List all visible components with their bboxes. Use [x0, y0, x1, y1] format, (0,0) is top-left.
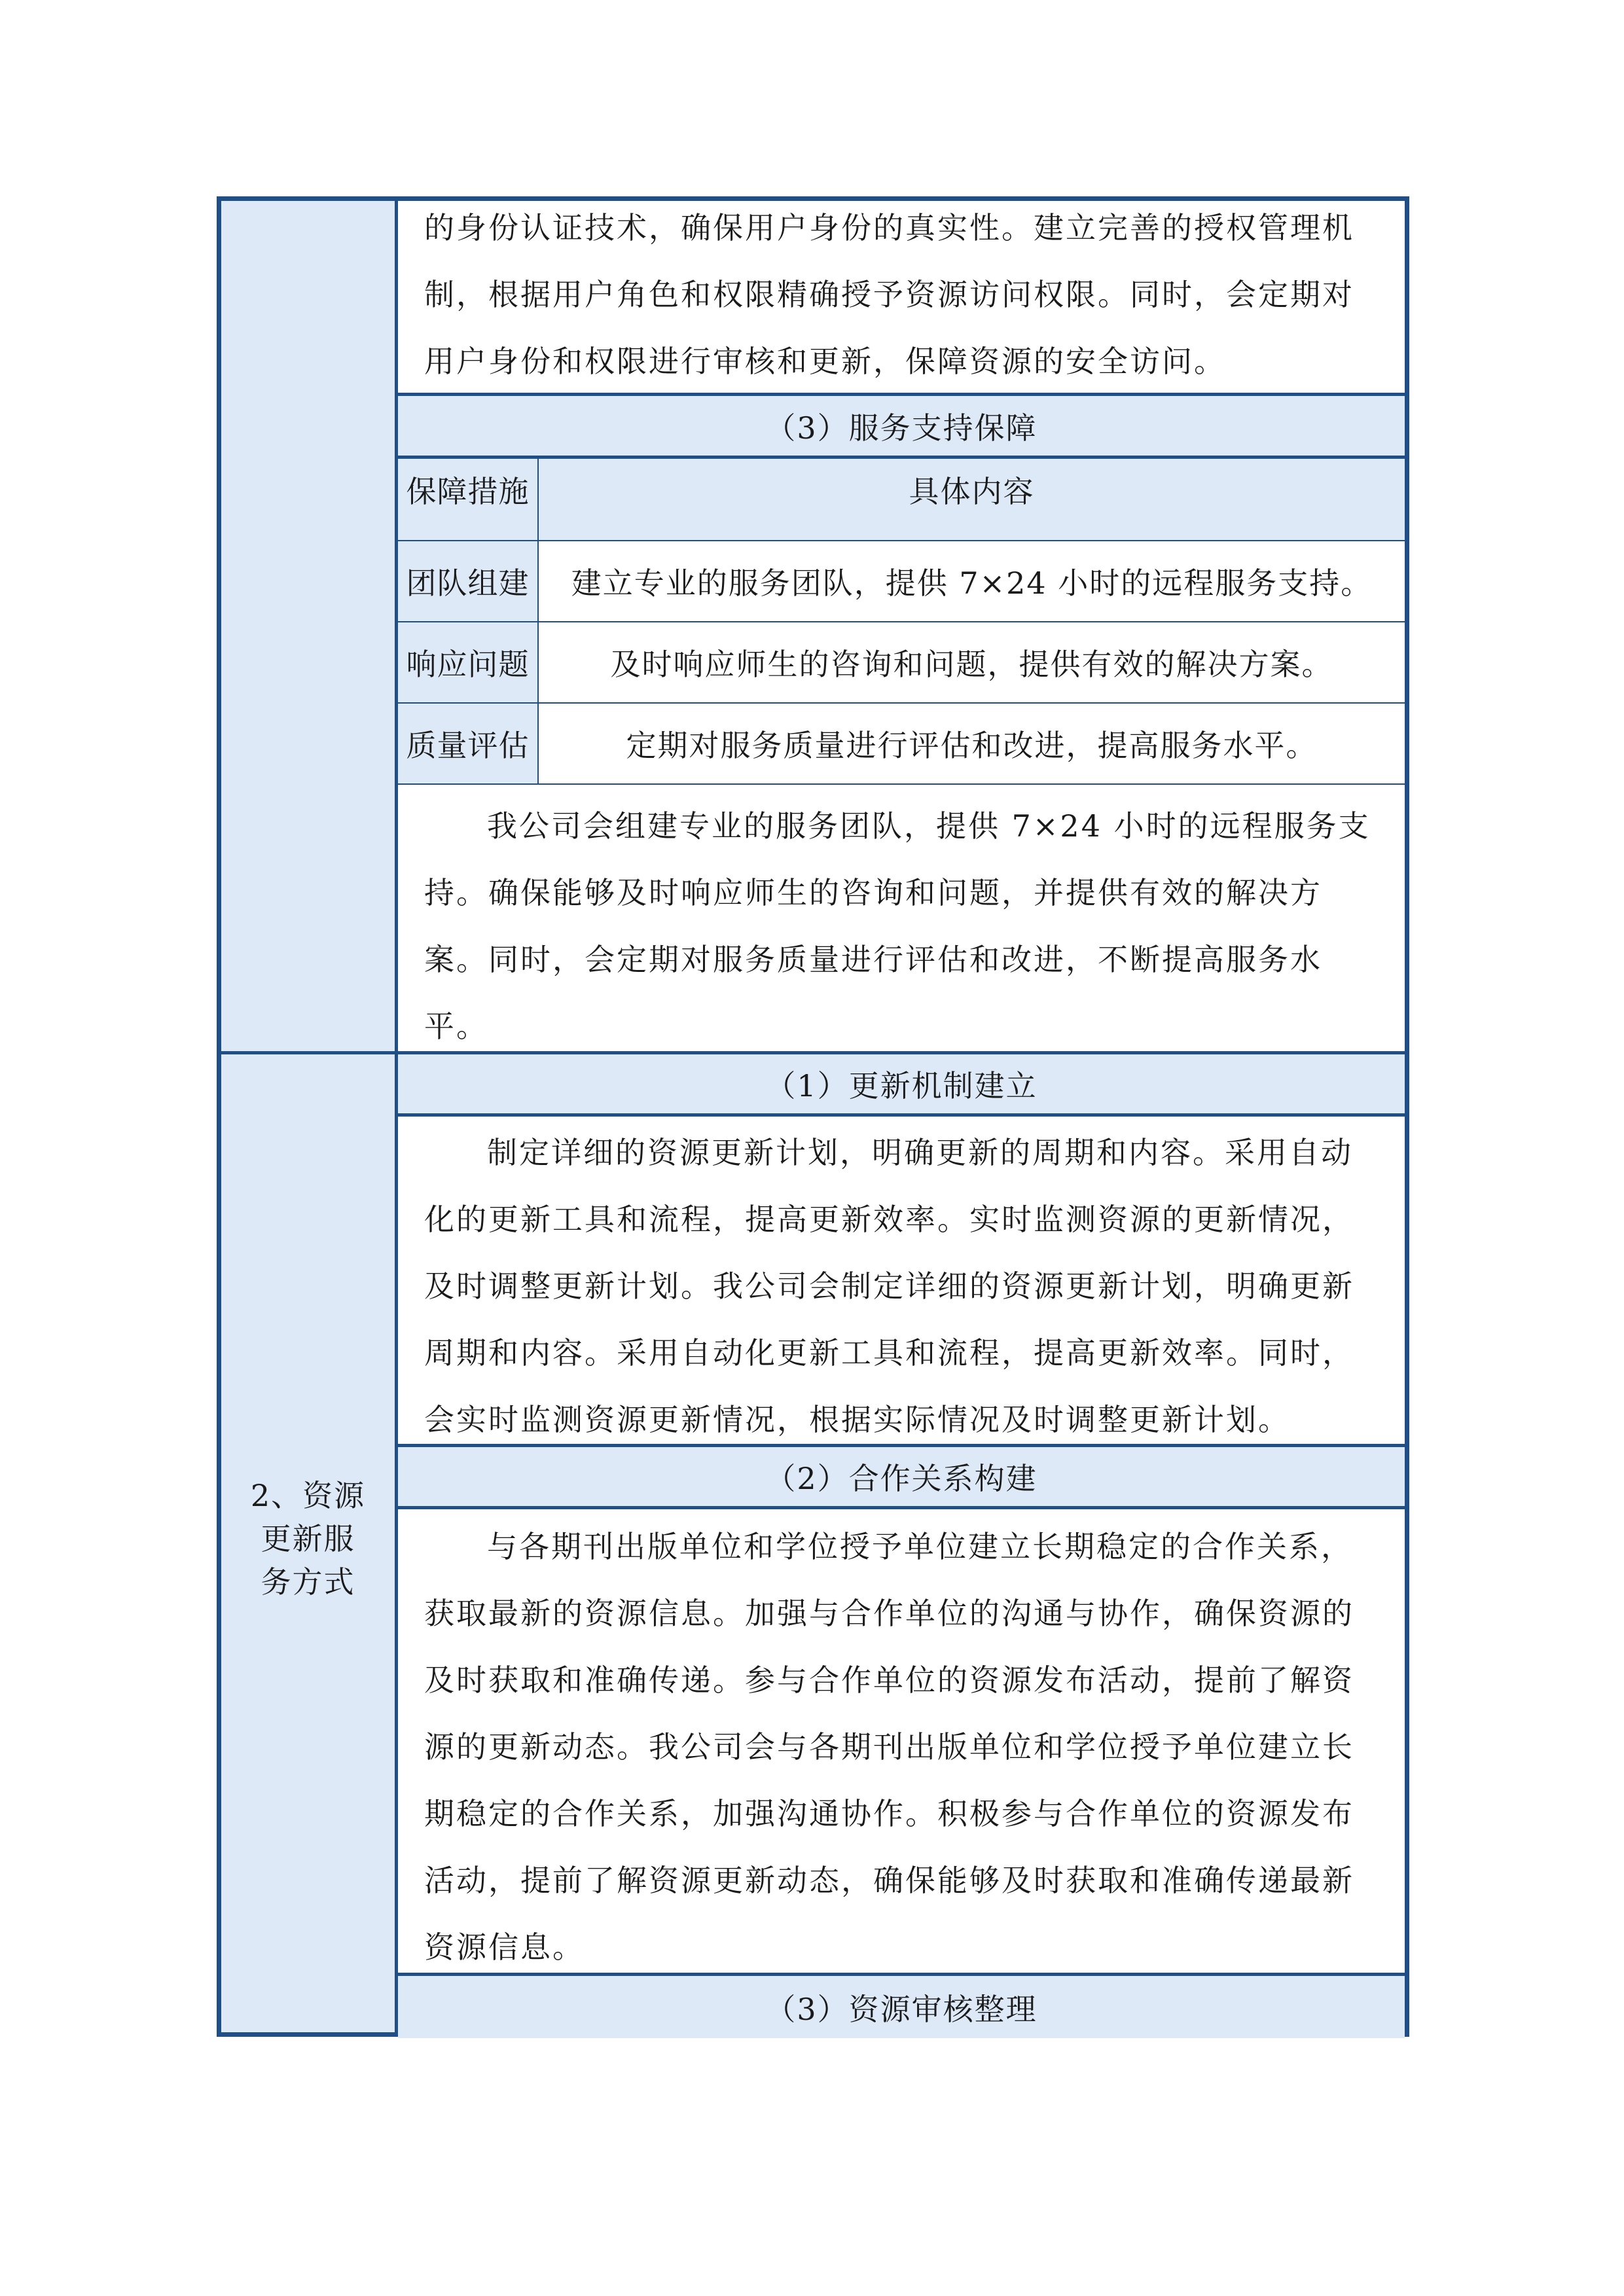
measure-content: 及时响应师生的咨询和问题，提供有效的解决方案。 [610, 647, 1333, 682]
paragraph-line: 持。确保能够及时响应师生的咨询和问题，并提供有效的解决方 [424, 875, 1322, 910]
section-2-label-line: 2、资源 [250, 1478, 366, 1513]
partnership-heading-text: （2）合作关系构建 [765, 1461, 1038, 1496]
measure-label: 团队组建 [398, 541, 539, 621]
access-control-paragraph [398, 194, 1405, 393]
support-measures-table [398, 459, 1405, 785]
measures-row [398, 622, 1405, 704]
row-divider [221, 1051, 395, 1054]
paragraph-line: 平。 [424, 1009, 488, 1044]
service-support-heading [398, 393, 1405, 459]
measure-label: 响应问题 [398, 622, 539, 702]
resource-review-heading [398, 1973, 1405, 2038]
paragraph-line: 与各期刊出版单位和学位授予单位建立长期稳定的合作关系， [487, 1529, 1353, 1564]
service-support-heading-text: （3）服务支持保障 [765, 410, 1038, 446]
paragraph-line: 获取最新的资源信息。加强与合作单位的沟通与协作，确保资源的 [424, 1596, 1354, 1631]
paragraph-line: 及时获取和准确传递。参与合作单位的资源发布活动，提前了解资 [424, 1662, 1354, 1698]
measure-content: 建立专业的服务团队，提供 7×24 小时的远程服务支持。 [571, 565, 1373, 601]
section-2-label-line: 务方式 [261, 1564, 355, 1600]
section-2-label-line: 更新服 [261, 1521, 355, 1556]
update-mechanism-heading-text: （1）更新机制建立 [765, 1068, 1038, 1103]
paragraph-line: 会实时监测资源更新情况，根据实际情况及时调整更新计划。 [424, 1402, 1290, 1437]
left-category-column [221, 201, 398, 2032]
paragraph-line: 资源信息。 [424, 1929, 585, 1965]
measures-row [398, 704, 1405, 785]
service-summary-paragraph [398, 789, 1405, 1051]
paragraph-line: 制，根据用户角色和权限精确授予资源访问权限。同时，会定期对 [424, 277, 1354, 312]
right-content-column [398, 201, 1405, 2032]
paragraph-line: 用户身份和权限进行审核和更新，保障资源的安全访问。 [424, 344, 1226, 379]
paragraph-line: 化的更新工具和流程，提高更新效率。实时监测资源的更新情况， [424, 1202, 1354, 1237]
measure-label: 质量评估 [398, 704, 539, 783]
paragraph-line: 及时调整更新计划。我公司会制定详细的资源更新计划，明确更新 [424, 1268, 1354, 1304]
update-mechanism-paragraph [398, 1117, 1405, 1444]
paragraph-line: 制定详细的资源更新计划，明确更新的周期和内容。采用自动 [487, 1135, 1353, 1170]
paragraph-line: 活动，提前了解资源更新动态，确保能够及时获取和准确传递最新 [424, 1863, 1354, 1898]
content-table [217, 196, 1409, 2037]
measures-row [398, 541, 1405, 622]
section-2-label [221, 1474, 395, 1604]
resource-review-heading-text: （3）资源审核整理 [765, 1991, 1038, 2027]
paragraph-line: 的身份认证技术，确保用户身份的真实性。建立完善的授权管理机 [424, 210, 1354, 245]
paragraph-line: 案。同时，会定期对服务质量进行评估和改进，不断提高服务水 [424, 942, 1322, 977]
partnership-heading [398, 1444, 1405, 1509]
paragraph-line: 源的更新动态。我公司会与各期刊出版单位和学位授予单位建立长 [424, 1729, 1354, 1765]
measure-content: 定期对服务质量进行评估和改进，提高服务水平。 [626, 728, 1318, 763]
measures-header-row [398, 459, 1405, 541]
update-mechanism-heading [398, 1051, 1405, 1117]
measures-header-content: 具体内容 [539, 459, 1405, 540]
partnership-paragraph [398, 1509, 1405, 1973]
paragraph-line: 我公司会组建专业的服务团队，提供 7×24 小时的远程服务支 [487, 808, 1371, 844]
paragraph-line: 周期和内容。采用自动化更新工具和流程，提高更新效率。同时， [424, 1335, 1354, 1371]
measures-header-label: 保障措施 [398, 459, 539, 540]
paragraph-line: 期稳定的合作关系，加强沟通协作。积极参与合作单位的资源发布 [424, 1796, 1354, 1831]
